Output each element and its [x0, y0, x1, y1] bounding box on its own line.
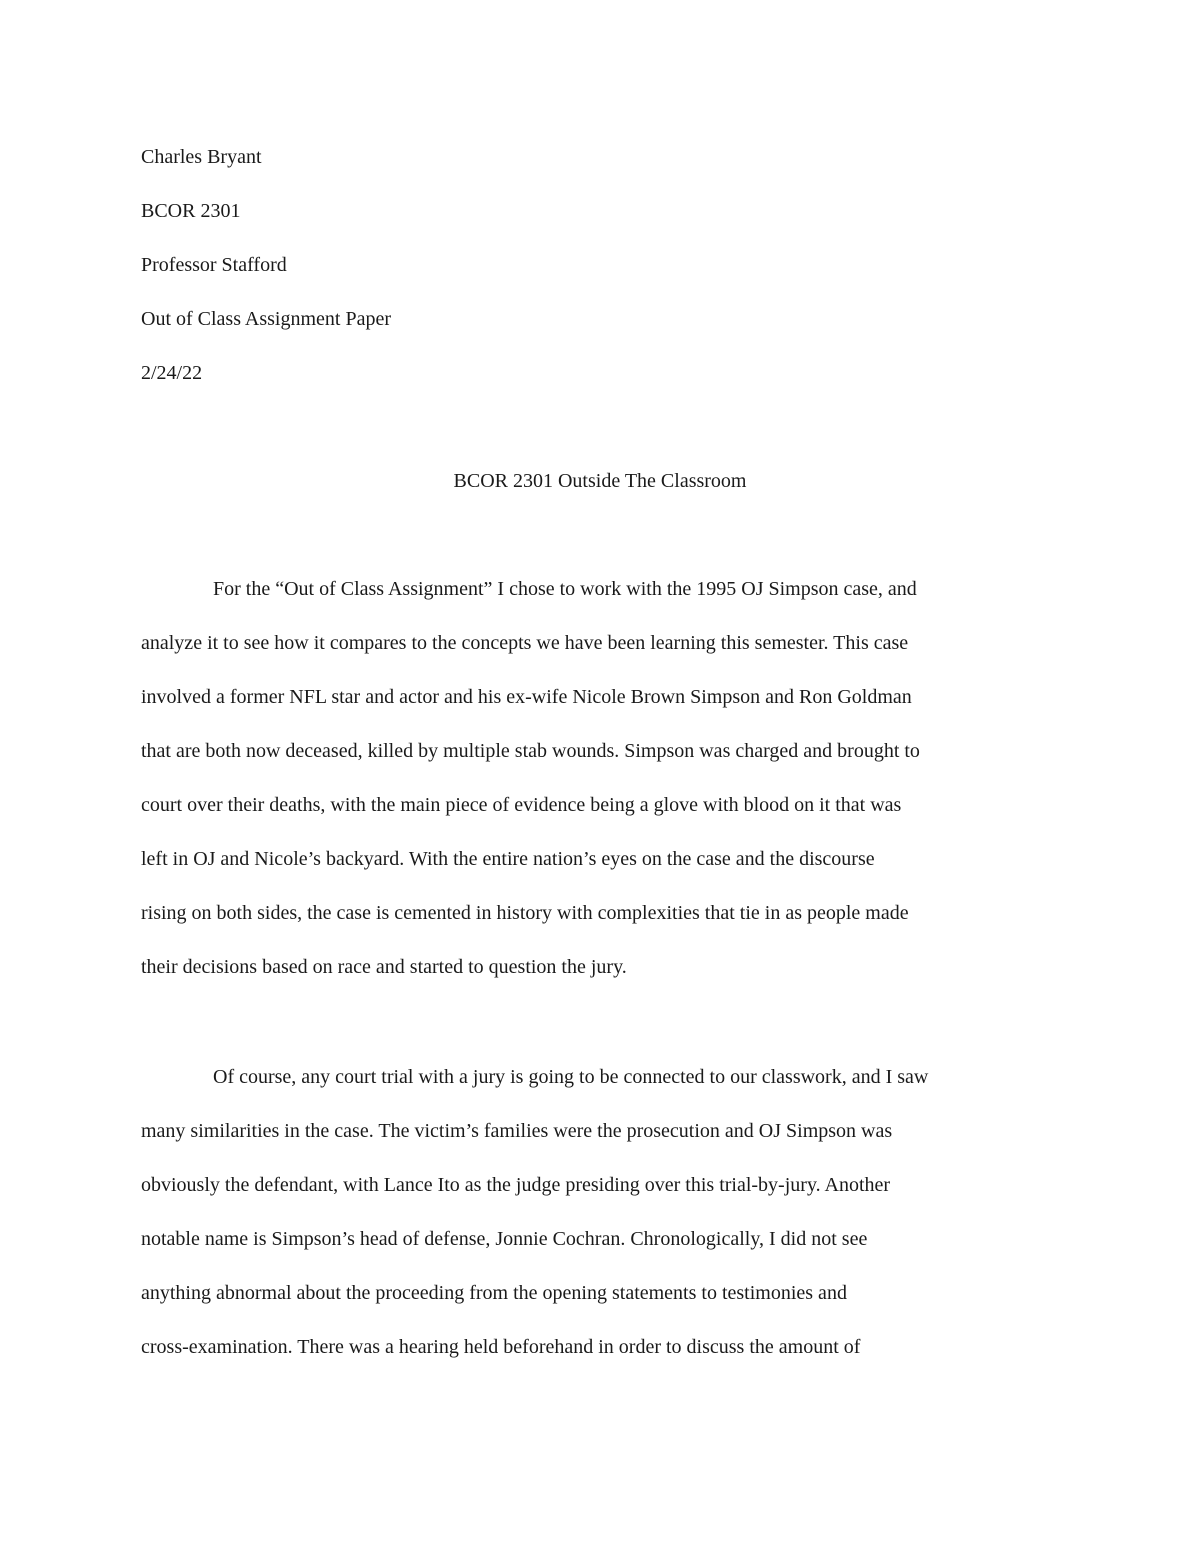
professor-name: Professor Stafford [141, 254, 287, 276]
course-code: BCOR 2301 [141, 200, 241, 222]
paragraph-line: rising on both sides, the case is cemented in history with complexities that tie in as people made [141, 902, 909, 924]
paragraph-line: their decisions based on race and started to question the jury. [141, 956, 627, 978]
paragraph-line: involved a former NFL star and actor and his ex-wife Nicole Brown Simpson and Ron Goldman [141, 686, 912, 708]
paragraph-line: analyze it to see how it compares to the concepts we have been learning this semester. This case [141, 632, 909, 654]
paragraph-line: many similarities in the case. The victim’s families were the prosecution and OJ Simpson was [141, 1120, 893, 1142]
assignment-name: Out of Class Assignment Paper [141, 308, 391, 330]
paragraph-line: For the “Out of Class Assignment” I chose to work with the 1995 OJ Simpson case, and [213, 578, 917, 600]
paper-title: BCOR 2301 Outside The Classroom [453, 470, 747, 492]
body-paragraph-1 [141, 574, 1061, 1006]
submission-date: 2/24/22 [141, 362, 203, 384]
paragraph-line: anything abnormal about the proceeding from the opening statements to testimonies and [141, 1282, 847, 1304]
author-name: Charles Bryant [141, 146, 262, 168]
body-paragraph-2 [141, 1062, 1061, 1386]
paragraph-line: that are both now deceased, killed by multiple stab wounds. Simpson was charged and brought to [141, 740, 920, 762]
paragraph-line: court over their deaths, with the main piece of evidence being a glove with blood on it that was [141, 794, 902, 816]
paragraph-line: notable name is Simpson’s head of defense, Jonnie Cochran. Chronologically, I did not see [141, 1228, 868, 1250]
paragraph-line: obviously the defendant, with Lance Ito as the judge presiding over this trial-by-jury. Another [141, 1174, 891, 1196]
document-header [141, 142, 1041, 412]
paragraph-line: Of course, any court trial with a jury is going to be connected to our classwork, and I saw [213, 1066, 929, 1088]
paragraph-line: cross-examination. There was a hearing held beforehand in order to discuss the amount of [141, 1336, 861, 1358]
paragraph-line: left in OJ and Nicole’s backyard. With the entire nation’s eyes on the case and the discourse [141, 848, 875, 870]
